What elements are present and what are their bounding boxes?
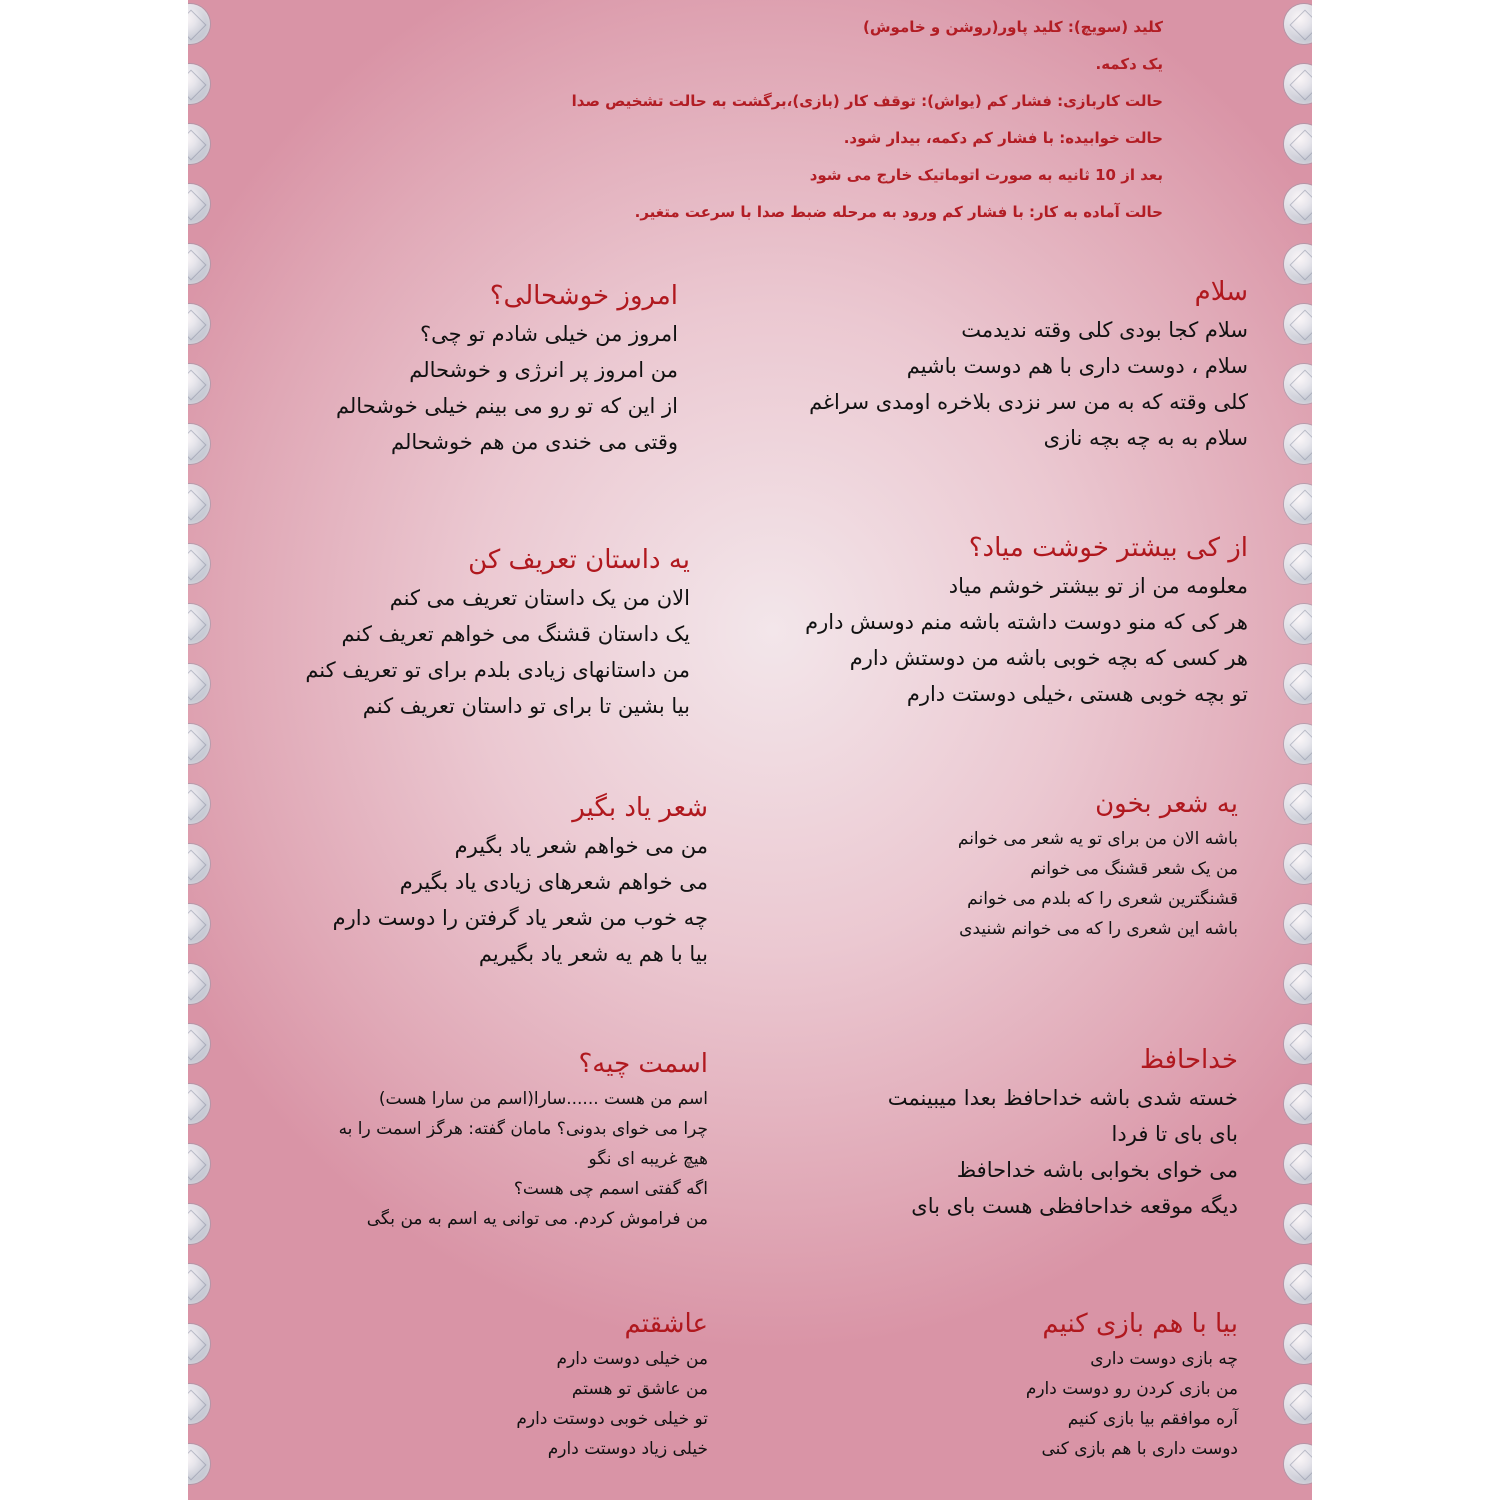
section-title: عاشقتم	[624, 1309, 708, 1339]
section-sher-yad-begir	[228, 788, 708, 972]
diamond-icon	[188, 544, 210, 584]
diamond-icon	[1284, 1204, 1312, 1244]
instruction-line: حالت آماده به کار: با فشار کم ورود به مرحله ضبط صدا با سرعت متغیر.	[634, 203, 1163, 221]
section-line: امروز من خیلی شادم تو چی؟	[419, 322, 678, 346]
diamond-icon	[1284, 1264, 1312, 1304]
section-line: سلام کجا بودی کلی وقته ندیدمت	[961, 318, 1248, 342]
diamond-icon	[188, 1084, 210, 1124]
diamond-icon	[188, 844, 210, 884]
section-line: می خواهم شعرهای زیادی یاد بگیرم	[399, 870, 708, 894]
diamond-icon	[1284, 424, 1312, 464]
section-line: بای بای تا فردا	[1111, 1122, 1238, 1146]
section-khodahafez	[788, 1040, 1238, 1224]
section-bazi	[828, 1304, 1238, 1464]
section-line: می خوای بخوابی باشه خداحافظ	[956, 1158, 1238, 1182]
diamond-icon	[188, 664, 210, 704]
section-title: شعر یاد بگیر	[572, 793, 708, 823]
instruction-line: کلید (سویچ): کلید پاور(روشن و خاموش)	[863, 18, 1163, 36]
diamond-icon	[1284, 784, 1312, 824]
section-title: امروز خوشحالی؟	[489, 281, 678, 311]
section-title: خداحافظ	[1139, 1045, 1238, 1075]
diamond-icon	[188, 364, 210, 404]
section-asheghetam	[338, 1304, 708, 1464]
diamond-icon	[188, 1264, 210, 1304]
diamond-icon	[1284, 1444, 1312, 1484]
diamond-icon	[188, 64, 210, 104]
section-line: قشنگترین شعری را که بلدم می خوانم	[967, 889, 1238, 909]
section-line: چرا می خوای بدونی؟ مامان گفته: هرگز اسمت را به	[338, 1119, 708, 1139]
diamond-icon	[188, 484, 210, 524]
section-line: من خیلی دوست دارم	[556, 1349, 708, 1369]
section-line: یک داستان قشنگ می خواهم تعریف کنم	[341, 622, 690, 646]
section-line: هر کی که منو دوست داشته باشه منم دوسش دارم	[805, 610, 1248, 634]
diamond-icon	[1284, 1324, 1312, 1364]
instructions-block	[571, 12, 1163, 234]
section-line: از این که تو رو می بینم خیلی خوشحالم	[335, 394, 678, 418]
section-line: باشه این شعری را که می خوانم شنیدی	[959, 919, 1238, 939]
diamond-icon	[188, 1144, 210, 1184]
diamond-icon	[1284, 304, 1312, 344]
diamond-icon	[1284, 904, 1312, 944]
section-line: اگه گفتی اسمم چی هست؟	[513, 1179, 708, 1199]
diamond-icon	[188, 1024, 210, 1064]
section-title: سلام	[1194, 277, 1248, 307]
instruction-line: حالت کاربازی: فشار کم (یواش): توقف کار (بازی)،برگشت به حالت تشخیص صدا	[571, 92, 1163, 110]
section-line: من فراموش کردم. می توانی یه اسم به من بگی	[366, 1209, 708, 1229]
diamond-icon	[1284, 964, 1312, 1004]
section-title: یه داستان تعریف کن	[468, 545, 690, 575]
section-dastan	[228, 540, 690, 724]
diamond-icon	[1284, 1144, 1312, 1184]
section-line: هیچ غریبه ای نگو	[588, 1149, 708, 1169]
section-sher-bekhoon	[788, 784, 1238, 944]
diamond-icon	[188, 784, 210, 824]
section-line: اسم من هست ......سارا(اسم من سارا هست)	[378, 1089, 708, 1109]
diamond-icon	[188, 304, 210, 344]
diamond-icon	[188, 724, 210, 764]
section-line: من عاشق تو هستم	[571, 1379, 708, 1399]
section-title: یه شعر بخون	[1095, 789, 1238, 819]
diamond-icon	[1284, 484, 1312, 524]
section-line: سلام به به چه بچه نازی	[1043, 426, 1248, 450]
diamond-icon	[188, 244, 210, 284]
diamond-icon	[188, 1324, 210, 1364]
leaflet-page	[188, 0, 1312, 1500]
section-line: آره موافقم بیا بازی کنیم	[1067, 1409, 1238, 1429]
section-line: معلومه من از تو بیشتر خوشم میاد	[948, 574, 1248, 598]
diamond-icon	[188, 1444, 210, 1484]
diamond-icon	[188, 604, 210, 644]
diamond-icon	[1284, 1024, 1312, 1064]
diamond-icon	[1284, 364, 1312, 404]
section-line: من یک شعر قشنگ می خوانم	[1030, 859, 1238, 879]
diamond-icon	[1284, 1384, 1312, 1424]
section-line: هر کسی که بچه خوبی باشه من دوستش دارم	[849, 646, 1248, 670]
section-line: چه بازی دوست داری	[1090, 1349, 1238, 1369]
section-line: تو بچه خوبی هستی ،خیلی دوستت دارم	[906, 682, 1248, 706]
diamond-icon	[1284, 244, 1312, 284]
diamond-icon	[1284, 664, 1312, 704]
diamond-icon	[1284, 724, 1312, 764]
diamond-icon	[188, 124, 210, 164]
instruction-line: یک دکمه.	[1095, 55, 1163, 73]
diamond-icon	[188, 1204, 210, 1244]
section-esmet-chie	[278, 1044, 708, 1234]
diamond-icon	[1284, 544, 1312, 584]
diamond-icon	[1284, 64, 1312, 104]
section-line: بیا بشین تا برای تو داستان تعریف کنم	[362, 694, 690, 718]
diamond-icon	[1284, 124, 1312, 164]
diamond-icon	[188, 904, 210, 944]
section-line: من امروز پر انرژی و خوشحالم	[409, 358, 678, 382]
section-line: بیا با هم یه شعر یاد بگیریم	[478, 942, 708, 966]
section-title: اسمت چیه؟	[578, 1049, 708, 1079]
section-line: خیلی زیاد دوستت دارم	[547, 1439, 708, 1459]
section-line: سلام ، دوست داری با هم دوست باشیم	[906, 354, 1248, 378]
diamond-icon	[188, 964, 210, 1004]
diamond-icon	[1284, 184, 1312, 224]
diamond-icon	[188, 4, 210, 44]
section-emrooz-khoshhali	[228, 276, 678, 460]
diamond-icon	[188, 424, 210, 464]
section-line: تو خیلی خوبی دوستت دارم	[516, 1409, 708, 1429]
diamond-icon	[1284, 844, 1312, 884]
instruction-line: حالت خوابیده: با فشار کم دکمه، بیدار شود.	[843, 129, 1163, 147]
diamond-icon	[188, 184, 210, 224]
diamond-icon	[188, 1384, 210, 1424]
diamond-icon	[1284, 604, 1312, 644]
section-line: الان من یک داستان تعریف می کنم	[389, 586, 690, 610]
section-line: من داستانهای زیادی بلدم برای تو تعریف کنم	[305, 658, 690, 682]
section-line: باشه الان من برای تو یه شعر می خوانم	[957, 829, 1238, 849]
instruction-line: بعد از 10 ثانیه به صورت اتوماتیک خارج می شود	[809, 166, 1163, 184]
section-title: بیا با هم بازی کنیم	[1042, 1309, 1238, 1339]
diamond-icon	[1284, 1084, 1312, 1124]
section-line: وقتی می خندی من هم خوشحالم	[391, 430, 678, 454]
section-line: من بازی کردن رو دوست دارم	[1025, 1379, 1238, 1399]
section-line: دیگه موقعه خداحافظی هست بای بای	[911, 1194, 1238, 1218]
diamond-icon	[1284, 4, 1312, 44]
section-title: از کی بیشتر خوشت میاد؟	[968, 533, 1248, 563]
section-az-ki-bishtar	[728, 528, 1248, 712]
section-line: من می خواهم شعر یاد بگیرم	[454, 834, 708, 858]
section-line: کلی وقته که به من سر نزدی بلاخره اومدی سراغم	[809, 390, 1248, 414]
section-line: دوست داری با هم بازی کنی	[1041, 1439, 1238, 1459]
section-line: خسته شدی باشه خداحافظ بعدا میبینمت	[887, 1086, 1238, 1110]
section-salam	[728, 272, 1248, 456]
section-line: چه خوب من شعر یاد گرفتن را دوست دارم	[332, 906, 708, 930]
